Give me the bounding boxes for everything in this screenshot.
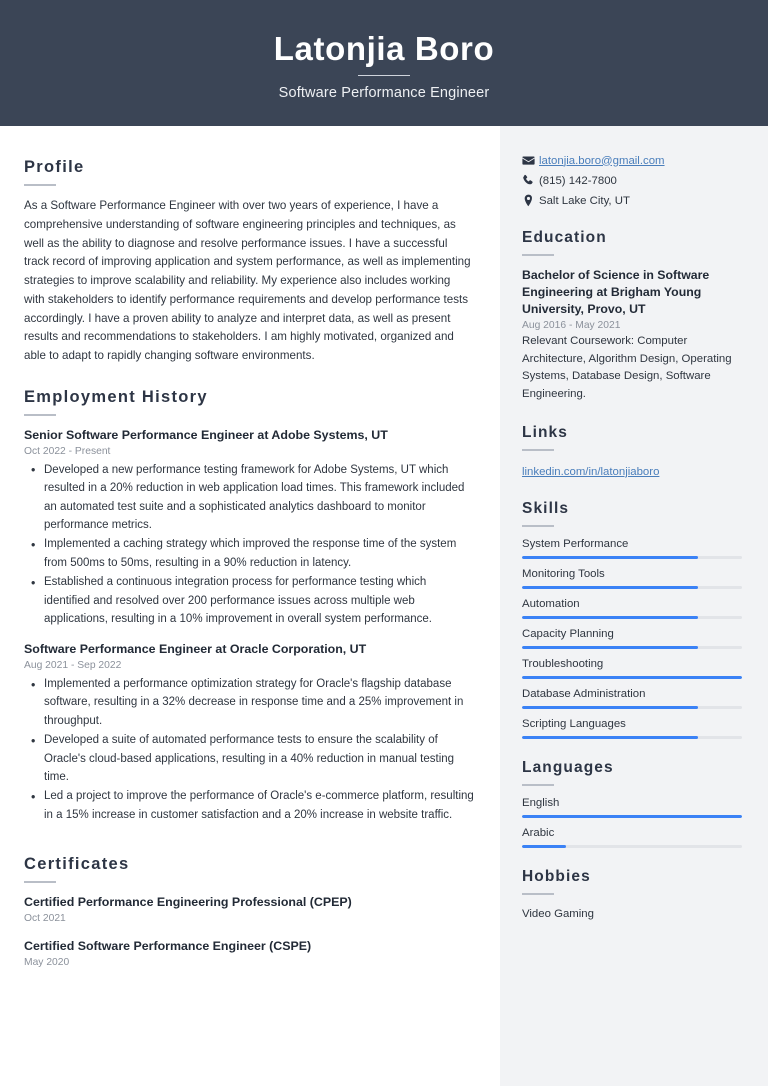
skill-bar-fill (522, 616, 698, 619)
education-date: Aug 2016 - May 2021 (522, 319, 621, 331)
list-item: • Developed a new performance testing framework for Adobe Systems, UT which resulted in a 20% reduction in web application load times. This framework included an automated test suite and a sophisticated analytics dashboard to monitor performance metrics. (24, 461, 474, 535)
skill-bar-track (522, 616, 742, 619)
list-item: • Established a continuous integration process for performance testing which identified and resolved over 200 performance issues across multiple web applications, resulting in a 10% improvement in overall system performance. (24, 573, 474, 628)
section-hobbies (522, 868, 742, 923)
resume-body (0, 126, 768, 1086)
skill-item (522, 688, 742, 709)
language-item (522, 827, 742, 848)
skill-bar-track (522, 706, 742, 709)
section-heading-links: Links (522, 423, 568, 441)
phone-value: (815) 142-7800 (539, 174, 617, 187)
employment-date: Aug 2021 - Sep 2022 (24, 660, 122, 672)
section-rule (24, 184, 56, 186)
list-item: • Developed a suite of automated performance tests to ensure the scalability of Oracle's cloud-based applications, resulting in a 40% reduction in manual testing time. (24, 731, 474, 786)
section-rule (522, 893, 554, 895)
section-rule (522, 449, 554, 451)
linkedin-link[interactable]: linkedin.com/in/latonjiaboro (522, 465, 660, 478)
skill-item (522, 658, 742, 679)
employment-date: Oct 2022 - Present (24, 445, 111, 457)
header-job-title: Software Performance Engineer (278, 85, 490, 102)
skill-bar-fill (522, 646, 698, 649)
employment-entry (24, 427, 474, 628)
header-divider (358, 75, 410, 76)
section-heading-education: Education (522, 229, 607, 246)
section-heading-employment: Employment History (24, 388, 208, 407)
section-rule (24, 414, 56, 416)
skill-item (522, 718, 742, 739)
contact-row-phone (522, 174, 742, 187)
section-heading-certificates: Certificates (24, 855, 130, 874)
language-label: Arabic (522, 826, 555, 839)
list-item: • Led a project to improve the performance of Oracle's e-commerce platform, resulting in a 15% increase in customer satisfaction and a 20% increase in website traffic. (24, 787, 474, 824)
skill-item (522, 598, 742, 619)
employment-entry (24, 641, 474, 824)
certificate-entry (24, 938, 474, 968)
certificate-title: Certified Software Performance Engineer (CSPE) (24, 938, 312, 953)
section-links (522, 424, 742, 480)
contact-list (522, 154, 742, 207)
skill-bar-track (522, 646, 742, 649)
language-bar-track (522, 845, 742, 848)
contact-row-email (522, 154, 742, 167)
spacer (24, 370, 474, 388)
education-description: Relevant Coursework: Computer Architecture, Algorithm Design, Operating Systems, Database Design, Software Engineering. (522, 334, 732, 400)
language-label: English (522, 796, 560, 809)
hobby-item: Video Gaming (522, 907, 594, 920)
certificate-date: May 2020 (24, 956, 70, 968)
contact-row-location (522, 194, 742, 207)
skill-bar-track (522, 556, 742, 559)
main-column (0, 126, 500, 1086)
envelope-icon (522, 154, 539, 167)
section-certificates (24, 855, 474, 967)
profile-text: As a Software Performance Engineer with over two years of experience, I have a comprehensive understanding of software engineering principles and techniques, as well as the ability to diagnose and resolve performance issues. I have a successful track record of improving application and system performance, as well as implementing strategies to improve scalability and reliability. My experience also includes working with stakeholders to identify performance requirements and develop performance tests accordingly. I have a proven ability to analyze and interpret data, as well as present results and recommendations to stakeholders. I am highly motivated, organized and able to adapt to rapidly changing software environments. (24, 199, 471, 363)
phone-icon (522, 174, 539, 187)
skill-item (522, 628, 742, 649)
email-link[interactable]: latonjia.boro@gmail.com (539, 154, 665, 167)
language-bar-fill (522, 845, 566, 848)
section-rule (522, 525, 554, 527)
list-item: • Implemented a caching strategy which improved the response time of the system from 500ms to 50ms, resulting in a 90% reduction in latency. (24, 535, 474, 572)
section-heading-languages: Languages (522, 758, 614, 776)
map-pin-icon (522, 194, 539, 207)
skill-bar-track (522, 676, 742, 679)
employment-title: Senior Software Performance Engineer at Adobe Systems, UT (24, 428, 388, 443)
certificate-title: Certified Performance Engineering Professional (CPEP) (24, 895, 352, 910)
spacer (24, 837, 474, 855)
skill-label: Monitoring Tools (522, 567, 605, 580)
employment-bullets (24, 461, 474, 629)
certificate-entry (24, 894, 474, 924)
sidebar-column (500, 126, 768, 1086)
language-item (522, 797, 742, 818)
skill-label: System Performance (522, 537, 629, 550)
page-title: Latonjia Boro (273, 29, 495, 67)
certificate-date: Oct 2021 (24, 912, 66, 924)
education-degree: Bachelor of Science in Software Engineering at Brigham Young University, Provo, UT (522, 268, 710, 316)
skill-bar-fill (522, 706, 698, 709)
section-heading-profile: Profile (24, 158, 85, 176)
skill-label: Capacity Planning (522, 627, 614, 640)
section-heading-hobbies: Hobbies (522, 867, 591, 885)
resume-header (0, 0, 768, 126)
skill-item (522, 538, 742, 559)
section-employment-history (24, 388, 474, 824)
employment-title: Software Performance Engineer at Oracle Corporation, UT (24, 642, 367, 657)
skill-bar-fill (522, 586, 698, 589)
skill-bar-track (522, 586, 742, 589)
section-rule (522, 254, 554, 256)
language-bar-fill (522, 815, 742, 818)
skill-label: Scripting Languages (522, 717, 626, 730)
location-value: Salt Lake City, UT (539, 194, 630, 207)
skill-bar-fill (522, 556, 698, 559)
skill-label: Automation (522, 597, 580, 610)
employment-bullets (24, 675, 474, 824)
section-education (522, 229, 742, 404)
skill-label: Database Administration (522, 687, 646, 700)
section-languages (522, 759, 742, 848)
skill-bar-fill (522, 736, 698, 739)
skill-label: Troubleshooting (522, 657, 604, 670)
list-item: • Implemented a performance optimization strategy for Oracle's flagship database software, resulting in a 32% decrease in response time and a 25% improvement in throughput. (24, 675, 474, 730)
skill-bar-track (522, 736, 742, 739)
language-bar-track (522, 815, 742, 818)
section-rule (24, 881, 56, 883)
section-skills (522, 500, 742, 739)
section-rule (522, 784, 554, 786)
section-profile (24, 158, 474, 366)
skill-item (522, 568, 742, 589)
skill-bar-fill (522, 676, 742, 679)
section-heading-skills: Skills (522, 499, 570, 517)
